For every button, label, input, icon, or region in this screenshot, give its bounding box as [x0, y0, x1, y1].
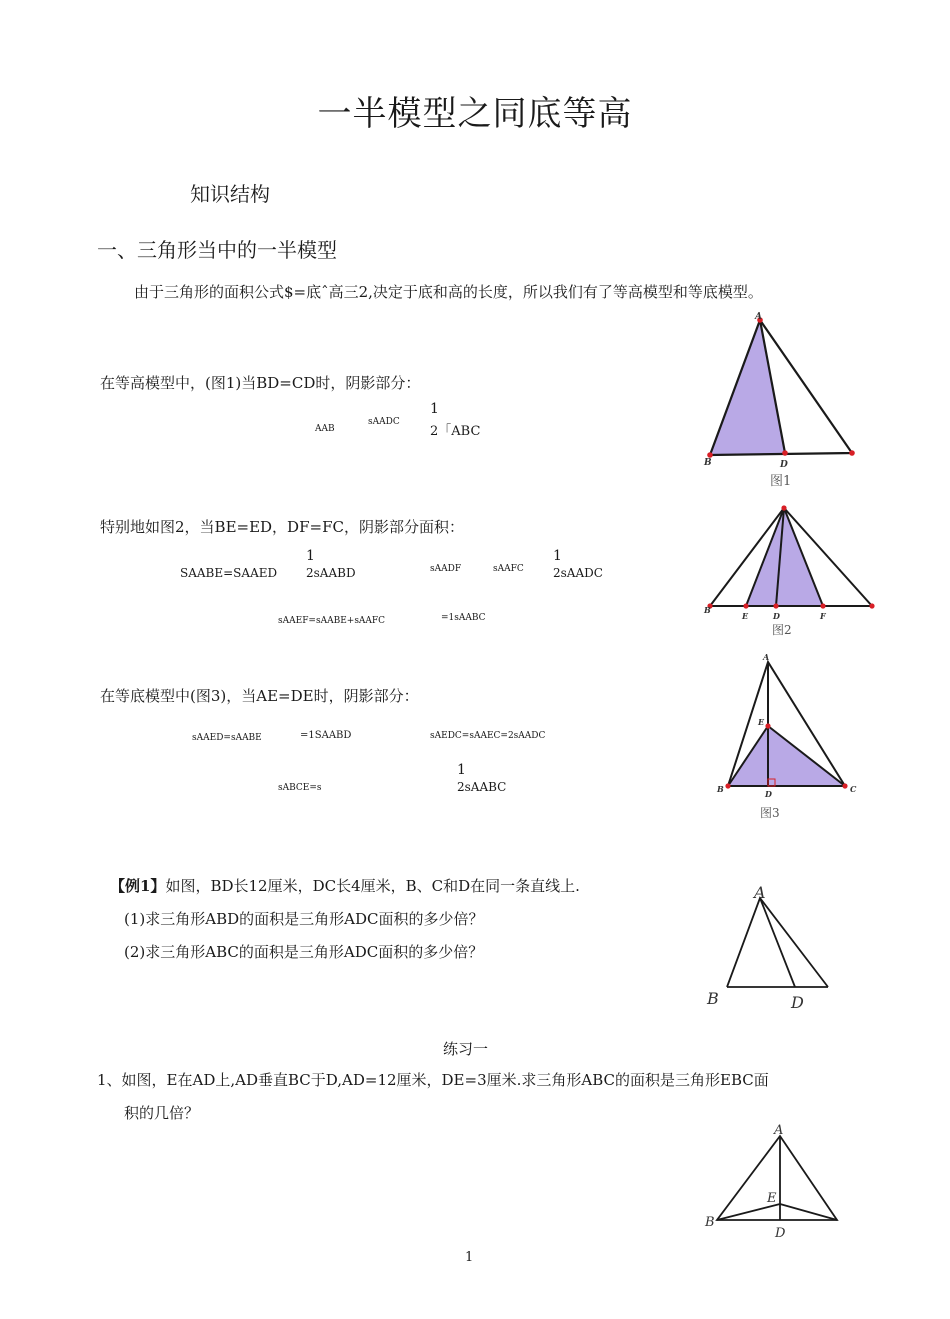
formula1-denominator: 2「ABC	[430, 424, 481, 439]
formula2-num2: 1	[553, 548, 562, 564]
ex1-label-a: A	[754, 883, 766, 902]
fig3-label-a: A	[763, 652, 770, 662]
equal-height-paragraph: 在等高模型中，(图1)当BD=CD时，阴影部分：	[100, 374, 421, 392]
figure-2	[700, 500, 885, 640]
formula2-den1: 2sAABD	[306, 566, 356, 580]
pr1-label-a: A	[774, 1123, 784, 1138]
fig2-point-f	[820, 603, 825, 608]
fig1-point-d	[782, 450, 788, 456]
fig1-point-b	[707, 452, 713, 458]
fig2-shaded-triangle	[746, 508, 823, 606]
formula3-den: 2sAABC	[457, 780, 507, 794]
example-text: 如图，BD长12厘米，DC长4厘米，B、C和D在同一条直线上.	[165, 877, 580, 895]
figure-1	[700, 310, 870, 490]
practice-title: 练习一	[443, 1040, 489, 1058]
equal-base-paragraph: 在等底模型中(图3)，当AE=DE时，阴影部分：	[100, 687, 419, 705]
ex1-line-ad	[760, 898, 795, 987]
example-1-figure	[700, 880, 840, 1012]
fig3-caption: 图3	[760, 806, 780, 820]
formula3-d: sABCE=s	[278, 783, 322, 793]
formula2-num1: 1	[306, 548, 315, 564]
fig3-label-d: D	[765, 789, 772, 799]
fig2-label-f: F	[820, 611, 826, 621]
practice-1-figure	[700, 1118, 850, 1244]
pr1-label-b: B	[705, 1215, 715, 1230]
formula2-den2: 2sAADC	[553, 566, 603, 580]
fig2-label-d: D	[773, 611, 780, 621]
fig2-point-c	[869, 603, 874, 608]
fig3-point-c	[842, 783, 847, 788]
practice-1-line-1: 1、如图，E在AD上,AD垂直BC于D,AD=12厘米，DE=3厘米.求三角形ABC的面积是三角形EBC面	[97, 1071, 769, 1089]
practice-1-line-2: 积的几倍？	[124, 1104, 200, 1122]
intro-paragraph: 由于三角形的面积公式$=底ˆ高三2,决定于底和高的长度，所以我们有了等高模型和等底模型。	[134, 283, 763, 301]
formula1-numerator: 1	[430, 401, 439, 417]
pr1-label-e: E	[767, 1191, 777, 1206]
fig3-label-c: C	[850, 784, 857, 794]
fig1-label-b: B	[704, 458, 712, 468]
fig2-point-a	[781, 505, 786, 510]
formula2-a: SAABE=SAAED	[180, 566, 278, 580]
page-number: 1	[465, 1250, 474, 1265]
example-question-1: (1)求三角形ABD的面积是三角形ADC面积的多少倍？	[124, 910, 484, 928]
fig3-point-e	[765, 723, 770, 728]
section-heading-1: 一、三角形当中的一半模型	[97, 238, 337, 262]
formula2-b: sAADF	[430, 564, 462, 574]
formula3-b: =1SAABD	[300, 730, 352, 741]
fig2-label-b: B	[704, 605, 711, 615]
formula1-mid: sAADC	[368, 417, 400, 427]
fig2-caption: 图2	[772, 623, 792, 637]
fig3-label-e: E	[758, 717, 765, 727]
example-1	[110, 875, 580, 896]
formula1-left: AAB	[315, 424, 335, 434]
formula3-c: sAEDC=sAAEC=2sAADC	[430, 731, 546, 741]
fig2-point-d	[773, 603, 778, 608]
formula2-e: =1sAABC	[441, 613, 486, 623]
fig2-point-e	[743, 603, 748, 608]
fig1-label-d: D	[780, 460, 788, 470]
fig1-caption: 图1	[770, 474, 792, 489]
page-title: 一半模型之同底等高	[317, 94, 633, 134]
formula2-d: sAAEF=sAABE+sAAFC	[278, 616, 386, 626]
formula3-num: 1	[457, 762, 466, 778]
pr1-label-d: D	[775, 1226, 786, 1241]
fig2-label-e: E	[742, 611, 749, 621]
special-paragraph: 特别地如图2，当BE=ED，DF=FC，阴影部分面积：	[100, 518, 464, 536]
fig1-label-a: A	[755, 312, 762, 322]
example-label: 【例1】	[110, 877, 166, 895]
pr1-triangle	[717, 1136, 837, 1220]
ex1-label-b: B	[707, 989, 719, 1008]
formula3-a: sAAED=sAABE	[192, 733, 262, 743]
formula2-c: sAAFC	[493, 564, 524, 574]
figure-3	[710, 650, 870, 825]
fig3-label-b: B	[717, 784, 724, 794]
example-question-2: (2)求三角形ABC的面积是三角形ADC面积的多少倍？	[124, 943, 484, 961]
ex1-label-d: D	[791, 993, 804, 1012]
section-knowledge-structure: 知识结构	[190, 182, 270, 206]
fig3-point-b	[725, 783, 730, 788]
fig1-point-c	[849, 450, 855, 456]
